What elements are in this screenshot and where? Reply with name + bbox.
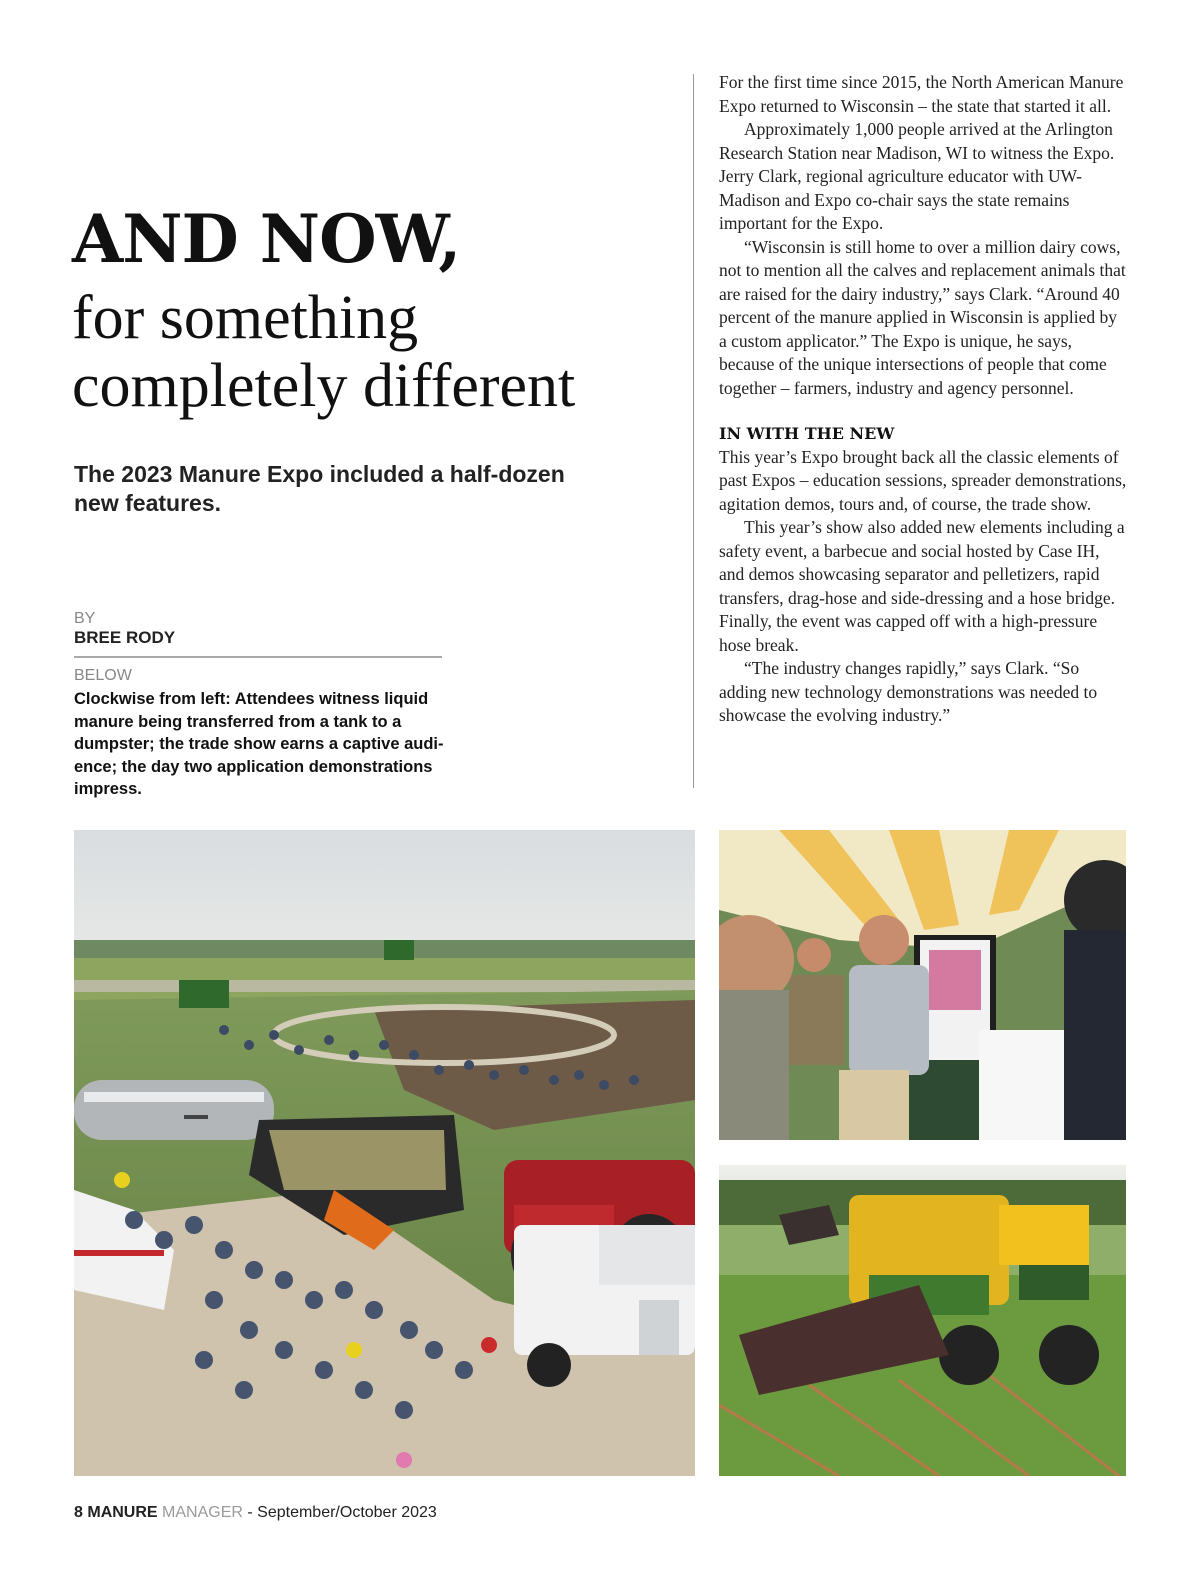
page-number: 8 [74, 1504, 83, 1521]
trade-show-booth-photo [719, 830, 1126, 1140]
page-footer [74, 1504, 437, 1522]
body-paragraph: “The industry changes rapidly,” says Clark. “So adding new technology demonstrations was needed to showcase the evolving industry.” [719, 658, 1098, 725]
section-subhead: IN WITH THE NEW [719, 424, 895, 443]
issue-date: - September/October 2023 [242, 1504, 437, 1521]
headline-line-2: completely different [72, 352, 576, 420]
photo-caption: Clockwise from left: Attendees witness liquid manure being transferred from a tank to a dumpster; the trade show earns a captive audi-ence; the day two application demonstrations impress. [74, 690, 444, 798]
body-paragraph: This year’s show also added new elements including a safety event, a barbecue and social hosted by Case IH, and demos showcasing separator and pelletizers, rapid transfers, drag-hose and side-dressing and a hose bridge. Finally, the event was capped off with a high-pressure hose break. [719, 517, 1125, 655]
headline-line-1: for something [72, 284, 419, 352]
magazine-name-light: MANAGER [162, 1504, 243, 1521]
column-divider [693, 74, 694, 788]
byline-author: BREE RODY [74, 628, 176, 647]
article-deck: The 2023 Manure Expo included a half-dozen new features. [74, 461, 565, 516]
body-paragraph: For the first time since 2015, the North American Manure Expo returned to Wisconsin – the state that started it all. [719, 72, 1124, 116]
byline-divider [74, 656, 442, 658]
body-paragraph: “Wisconsin is still home to over a million dairy cows, not to mention all the calves and replacement animals that are raised for the dairy industry,” says Clark. “Around 40 percent of the manure applied in Wisconsin is applied by a custom applicator.” The Expo is unique, he says, because of the unique intersections of people that come together – farmers, industry and agency personnel. [719, 236, 1126, 398]
caption-label: BELOW [74, 667, 132, 684]
body-paragraph: Approximately 1,000 people arrived at the Arlington Research Station near Madison, WI to witness the Expo. Jerry Clark, regional agriculture educator with UW-Madison and Expo co-chair says the state remains important for the Expo. [719, 119, 1115, 233]
byline-label: BY [74, 610, 96, 627]
headline-title: AND NOW, [72, 200, 461, 278]
headline-subtitle [72, 284, 575, 420]
article-body [719, 71, 1129, 728]
body-paragraph: This year’s Expo brought back all the classic elements of past Expos – education sessions, spreader demonstrations, agitation demos, tours and, of course, the trade show. [719, 446, 1127, 514]
magazine-name-bold: MANURE [87, 1504, 158, 1521]
field-application-machine-photo [719, 1165, 1126, 1476]
aerial-expo-crowd-photo [74, 830, 695, 1476]
